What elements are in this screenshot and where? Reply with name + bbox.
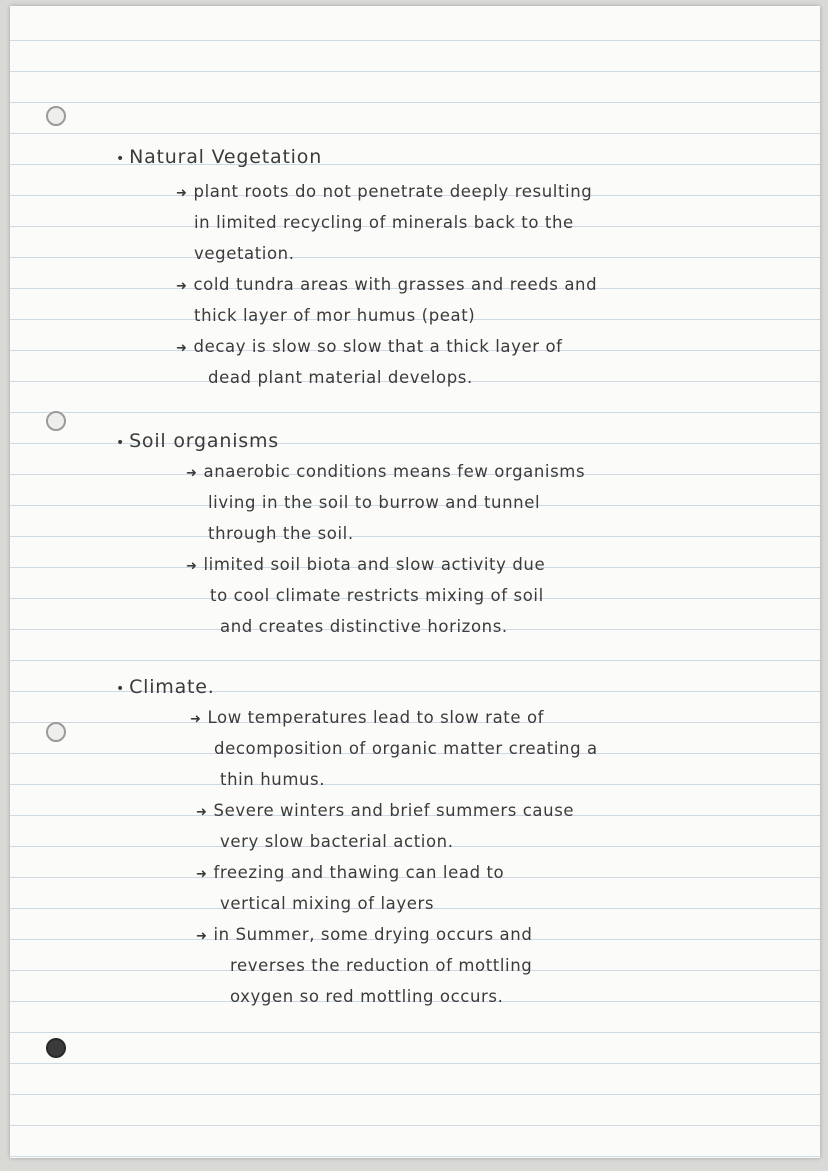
note-line: very slow bacterial action. [220, 832, 454, 851]
arrow-bullet-icon: ➜ [186, 466, 198, 481]
note-line: thin humus. [220, 770, 326, 789]
note-line: ➜ cold tundra areas with grasses and reeds and [176, 275, 598, 294]
section-heading: • Climate. [116, 676, 215, 698]
note-line: dead plant material develops. [208, 368, 473, 387]
arrow-bullet-icon: ➜ [176, 341, 188, 356]
note-line: ➜ freezing and thawing can lead to [196, 863, 505, 882]
binder-hole [46, 722, 66, 742]
section-heading: • Soil organisms [116, 430, 279, 452]
note-line: decomposition of organic matter creating a [214, 739, 598, 758]
bullet-dot-icon: • [116, 681, 126, 697]
arrow-bullet-icon: ➜ [196, 805, 208, 820]
arrow-bullet-icon: ➜ [190, 712, 202, 727]
note-line: ➜ in Summer, some drying occurs and [196, 925, 533, 944]
note-line: to cool climate restricts mixing of soil [210, 586, 544, 605]
binder-hole [46, 106, 66, 126]
note-line: ➜ Low temperatures lead to slow rate of [190, 708, 545, 727]
note-line: vertical mixing of layers [220, 894, 435, 913]
section-heading: • Natural Vegetation [116, 146, 323, 168]
note-line: ➜ plant roots do not penetrate deeply resulting [176, 182, 593, 201]
notebook-page [10, 6, 820, 1158]
arrow-bullet-icon: ➜ [196, 929, 208, 944]
binder-hole [46, 411, 66, 431]
note-line: thick layer of mor humus (peat) [194, 306, 476, 325]
note-line: vegetation. [194, 244, 295, 263]
note-line: and creates distinctive horizons. [220, 617, 508, 636]
note-line: ➜ anaerobic conditions means few organisms [186, 462, 586, 481]
note-line: living in the soil to burrow and tunnel [208, 493, 541, 512]
bullet-dot-icon: • [116, 151, 126, 167]
binder-hole [46, 1038, 66, 1058]
note-line: oxygen so red mottling occurs. [230, 987, 504, 1006]
bullet-dot-icon: • [116, 435, 126, 451]
note-line: reverses the reduction of mottling [230, 956, 533, 975]
note-line: ➜ limited soil biota and slow activity due [186, 555, 546, 574]
note-line: ➜ Severe winters and brief summers cause [196, 801, 575, 820]
note-line: through the soil. [208, 524, 354, 543]
arrow-bullet-icon: ➜ [176, 186, 188, 201]
note-line: ➜ decay is slow so slow that a thick layer of [176, 337, 563, 356]
note-line: in limited recycling of minerals back to the [194, 213, 574, 232]
arrow-bullet-icon: ➜ [196, 867, 208, 882]
arrow-bullet-icon: ➜ [186, 559, 198, 574]
arrow-bullet-icon: ➜ [176, 279, 188, 294]
